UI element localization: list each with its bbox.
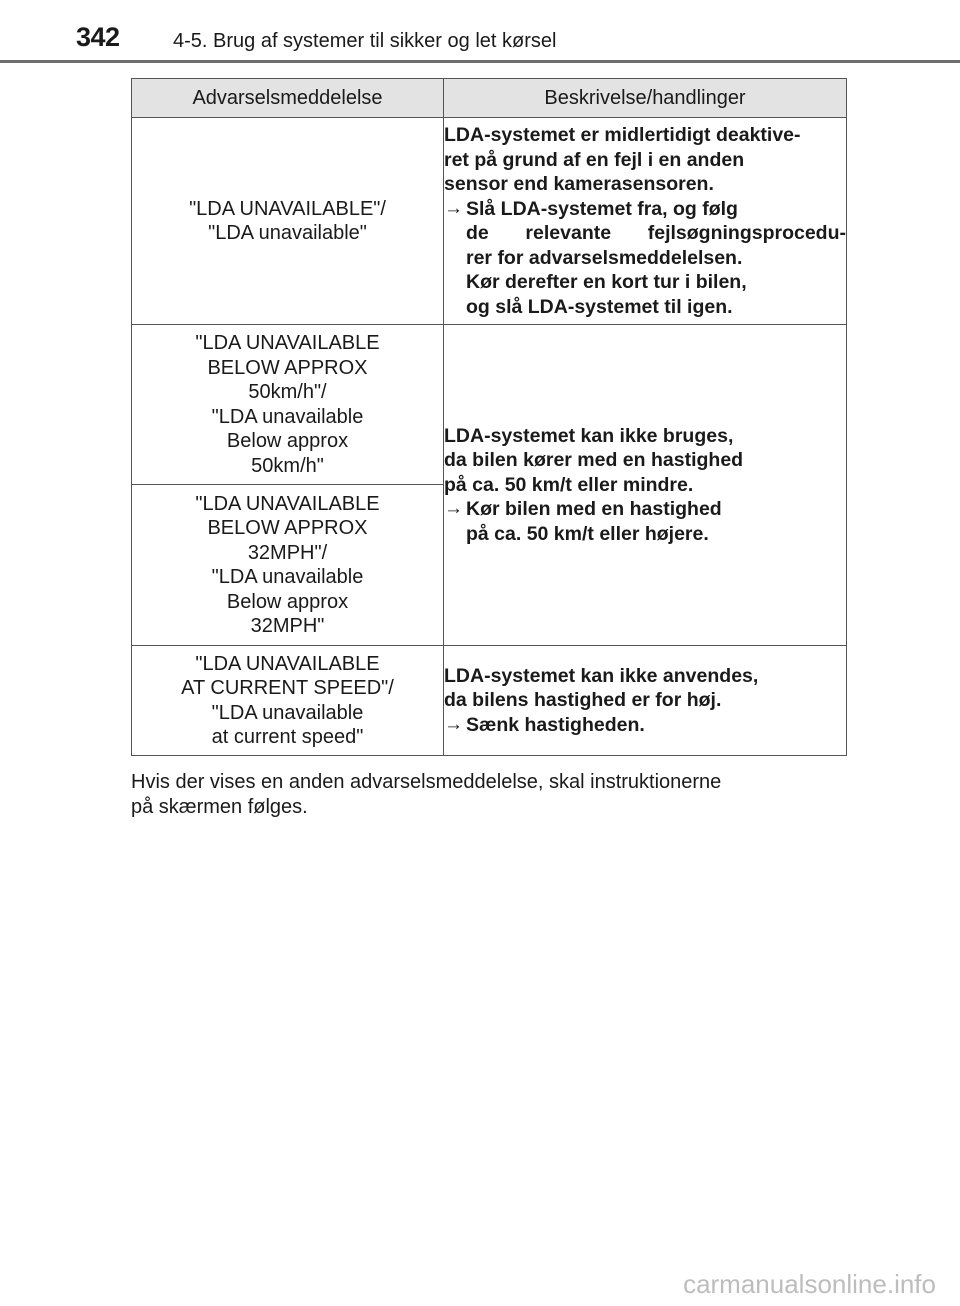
description-line: på ca. 50 km/t eller mindre.	[444, 473, 694, 496]
page-number: 342	[76, 22, 120, 52]
table-row	[132, 325, 847, 485]
action-line: rer for advarselsmeddelelsen.	[466, 246, 743, 269]
action-line: Slå LDA-systemet fra, og følg	[466, 197, 738, 220]
page-header	[0, 0, 960, 64]
warning-message-cell: "LDA UNAVAILABLE BELOW APPROX 50km/h"/ "LDA unavailable Below approx 50km/h"	[132, 325, 444, 485]
description-cell	[444, 325, 847, 646]
action-line: Kør derefter en kort tur i bilen,	[466, 271, 747, 293]
action-line: Sænk hastigheden.	[466, 713, 645, 736]
footnote-text: Hvis der vises en anden advarselsmeddelelse, skal instruktionerne på skærmen følges.	[131, 771, 722, 818]
description-line: sensor end kamerasensoren.	[444, 173, 714, 195]
action-line: Kør bilen med en hastighed	[466, 498, 722, 521]
warning-message-cell: "LDA UNAVAILABLE"/ "LDA unavailable"	[132, 118, 444, 325]
watermark: carmanualsonline.info	[683, 1269, 936, 1299]
table-header-row	[132, 79, 847, 118]
table-row	[132, 118, 847, 325]
section-title: 4-5. Brug af systemer til sikker og let kørsel	[173, 30, 557, 52]
description-line: da bilen kører med en hastighed	[444, 449, 744, 472]
action-line: og slå LDA-systemet til igen.	[466, 295, 733, 318]
description-line: LDA-systemet er midlertidigt deaktive-	[444, 124, 801, 146]
action-item	[444, 497, 846, 546]
action-line: på ca. 50 km/t eller højere.	[466, 522, 709, 545]
action-item	[444, 713, 846, 738]
arrow-icon: →	[444, 498, 463, 520]
warning-message-cell: "LDA UNAVAILABLE BELOW APPROX 32MPH"/ "LDA unavailable Below approx 32MPH"	[132, 485, 444, 646]
warning-message-table	[131, 78, 847, 756]
column-header-message: Advarselsmeddelelse	[132, 79, 444, 118]
column-header-description: Beskrivelse/handlinger	[444, 79, 847, 118]
action-item	[444, 197, 846, 320]
description-cell	[444, 646, 847, 756]
description-line: LDA-systemet kan ikke anvendes,	[444, 664, 759, 687]
header-divider	[0, 60, 960, 63]
arrow-icon: →	[444, 713, 463, 735]
action-line: de relevante fejlsøgningsprocedu-	[466, 222, 846, 244]
warning-message-cell: "LDA UNAVAILABLE AT CURRENT SPEED"/ "LDA unavailable at current speed"	[132, 646, 444, 756]
description-line: LDA-systemet kan ikke bruges,	[444, 424, 734, 447]
description-cell	[444, 118, 847, 325]
table-row	[132, 646, 847, 756]
description-line: da bilens hastighed er for høj.	[444, 689, 722, 712]
arrow-icon: →	[444, 197, 463, 219]
description-line: ret på grund af en fejl i en anden	[444, 148, 745, 171]
